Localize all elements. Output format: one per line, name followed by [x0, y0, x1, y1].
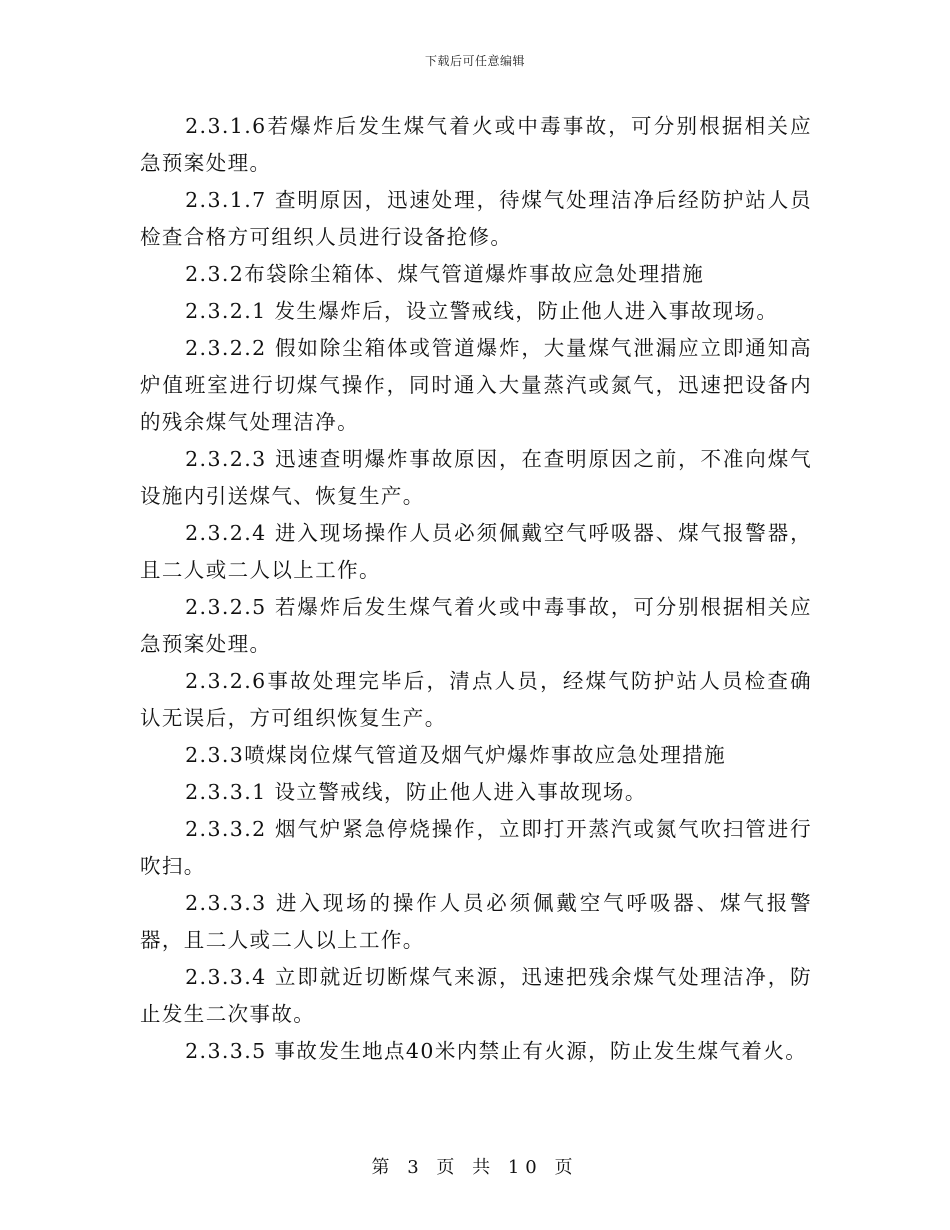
paragraph-2-3-2-3: 2.3.2.3 迅速查明爆炸事故原因，在查明原因之前，不准向煤气设施内引送煤气、恢复生产。 — [140, 447, 812, 508]
section-heading-2-3-2: 2.3.2布袋除尘箱体、煤气管道爆炸事故应急处理措施 — [185, 262, 705, 286]
section-heading-2-3-3: 2.3.3喷煤岗位煤气管道及烟气炉爆炸事故应急处理措施 — [185, 743, 727, 767]
paragraph-2-3-3-1: 2.3.3.1 设立警戒线，防止他人进入事故现场。 — [185, 780, 647, 804]
page-number-footer: 第 3 页 共 10 页 — [371, 1157, 579, 1178]
paragraph-2-3-3-3: 2.3.3.3 进入现场的操作人员必须佩戴空气呼吸器、煤气报警器，且二人或二人以上工作。 — [140, 891, 812, 952]
paragraph-2-3-2-2: 2.3.2.2 假如除尘箱体或管道爆炸，大量煤气泄漏应立即通知高炉值班室进行切煤气操作，同时通入大量蒸汽或氮气，迅速把设备内的残余煤气处理洁净。 — [140, 336, 812, 434]
paragraph-2-3-2-4: 2.3.2.4 进入现场操作人员必须佩戴空气呼吸器、煤气报警器，且二人或二人以上工作。 — [140, 521, 812, 582]
paragraph-2-3-2-5: 2.3.2.5 若爆炸后发生煤气着火或中毒事故，可分别根据相关应急预案处理。 — [140, 595, 812, 656]
paragraph-2-3-3-4: 2.3.3.4 立即就近切断煤气来源，迅速把残余煤气处理洁净，防止发生二次事故。 — [140, 965, 812, 1026]
page-header: 下载后可任意编辑 — [424, 54, 525, 68]
paragraph-2-3-2-6: 2.3.2.6事故处理完毕后，清点人员，经煤气防护站人员检查确认无误后，方可组织恢复生产。 — [140, 669, 812, 730]
paragraph-2-3-3-5: 2.3.3.5 事故发生地点40米内禁止有火源，防止发生煤气着火。 — [185, 1039, 808, 1063]
paragraph-2-3-2-1: 2.3.2.1 发生爆炸后，设立警戒线，防止他人进入事故现场。 — [185, 299, 779, 323]
document-body — [140, 108, 812, 1070]
paragraph-2-3-3-2: 2.3.3.2 烟气炉紧急停烧操作，立即打开蒸汽或氮气吹扫管进行吹扫。 — [140, 817, 812, 878]
paragraph-2-3-1-7: 2.3.1.7 查明原因，迅速处理，待煤气处理洁净后经防护站人员检查合格方可组织人员进行设备抢修。 — [140, 188, 812, 249]
paragraph-2-3-1-6: 2.3.1.6若爆炸后发生煤气着火或中毒事故，可分别根据相关应急预案处理。 — [140, 114, 812, 175]
